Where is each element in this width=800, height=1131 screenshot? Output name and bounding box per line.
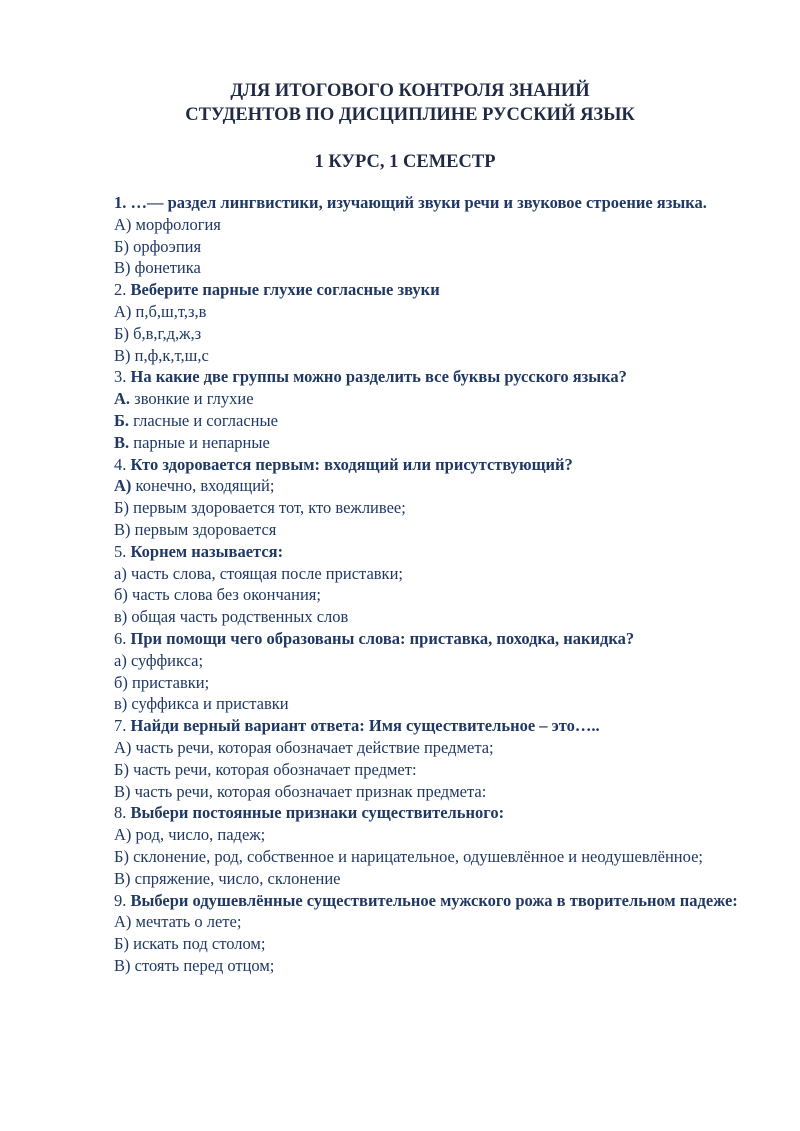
question-text [114,715,754,737]
option-text: часть слова без окончания; [127,585,321,605]
question-number: 5. [114,541,127,561]
question-6 [114,628,754,715]
answer-option [114,868,754,890]
option-label: Б) [114,759,129,779]
question-8 [114,802,754,889]
option-label: Б) [114,934,129,954]
answer-option [114,301,754,323]
option-text: первым здоровается тот, кто вежливее; [128,498,406,518]
course-semester-heading: 1 КУРС, 1 СЕМЕСТР [314,152,496,172]
option-label: В. [114,432,130,452]
option-label: В) [114,781,131,801]
question-prompt: При помощи чего образованы слова: приставка, походка, накидка? [126,628,635,648]
option-label: б) [114,672,128,692]
answer-option [114,214,754,236]
question-text [114,890,754,912]
option-label: А) [114,214,132,234]
option-text: б,в,г,д,ж,з [128,323,202,343]
question-text [114,366,754,388]
option-label: А) [114,476,132,496]
answer-option [114,323,754,345]
question-3 [114,366,754,453]
question-1 [114,192,754,279]
answer-option [114,388,754,410]
question-prompt: …— раздел лингвистики, изучающий звуки речи и звуковое строение языка. [126,193,707,212]
option-text: п,б,ш,т,з,в [131,301,207,321]
answer-option [114,584,754,606]
question-number: 1. [114,193,127,212]
answer-option [114,606,754,628]
question-text [114,541,754,563]
option-label: А) [114,301,132,321]
answer-option [114,650,754,672]
option-label: а) [114,650,127,670]
document-title-line-2: СТУДЕНТОВ ПО ДИСЦИПЛИНЕ РУССКИЙ ЯЗЫК [185,105,635,125]
option-label: Б. [114,410,130,430]
option-label: Б) [114,236,129,256]
question-text [114,192,754,214]
question-7 [114,715,754,802]
question-number: 9. [114,890,127,910]
question-4 [114,454,754,541]
option-text: парные и непарные [129,432,270,452]
answer-option [114,672,754,694]
question-text [114,628,754,650]
answer-option [114,432,754,454]
option-text: суффикса и приставки [127,694,289,714]
answer-option [114,955,754,977]
option-text: суффикса; [126,650,204,670]
option-text: конечно, входящий; [131,476,275,496]
option-text: фонетика [130,258,201,278]
answer-option [114,911,754,933]
option-label: А) [114,912,132,932]
question-5 [114,541,754,628]
option-text: морфология [131,214,221,234]
option-text: орфоэпия [128,236,202,256]
option-text: гласные и согласные [129,410,278,430]
question-number: 6. [114,628,127,648]
answer-option [114,693,754,715]
question-prompt: Кто здоровается первым: входящий или присутствующий? [126,454,573,474]
option-text: часть речи, которая обозначает предмет: [128,759,417,779]
option-label: В) [114,345,131,365]
question-prompt: На какие две группы можно разделить все буквы русского языка? [126,367,627,387]
answer-option [114,475,754,497]
option-label: А) [114,737,132,757]
option-text: спряжение, число, склонение [130,868,341,888]
document-title-line-1: ДЛЯ ИТОГОВОГО КОНТРОЛЯ ЗНАНИЙ [230,81,590,101]
option-text: часть речи, которая обозначает признак предмета: [130,781,487,801]
question-text [114,279,754,301]
option-text: приставки; [127,672,210,692]
question-number: 8. [114,803,127,823]
option-text: склонение, род, собственное и нарицательное, одушевлённое и неодушевлённое; [128,846,703,866]
question-text [114,802,754,824]
question-text [114,454,754,476]
answer-option [114,519,754,541]
question-9 [114,890,754,977]
answer-option [114,933,754,955]
option-label: Б) [114,498,129,518]
option-text: мечтать о лете; [131,912,242,932]
answer-option [114,345,754,367]
option-label: А. [114,389,131,409]
option-label: В) [114,519,131,539]
option-text: первым здоровается [130,519,277,539]
option-label: В) [114,258,131,278]
option-label: В) [114,868,131,888]
option-text: искать под столом; [128,934,266,954]
answer-option [114,563,754,585]
questions-list [114,192,754,977]
answer-option [114,824,754,846]
answer-option [114,781,754,803]
answer-option [114,257,754,279]
option-text: п,ф,к,т,ш,с [130,345,209,365]
option-text: стоять перед отцом; [130,955,275,975]
option-label: в) [114,607,128,627]
answer-option [114,737,754,759]
question-prompt: Выбери одушевлённые существительное мужского рожа в творительном падеже: [126,890,738,910]
option-label: а) [114,563,127,583]
option-label: А) [114,825,132,845]
question-prompt: Веберите парные глухие согласные звуки [126,280,440,300]
option-text: часть слова, стоящая после приставки; [126,563,403,583]
question-number: 4. [114,454,127,474]
question-number: 2. [114,280,127,300]
question-2 [114,279,754,366]
question-number: 7. [114,716,127,736]
question-number: 3. [114,367,127,387]
answer-option [114,759,754,781]
option-text: часть речи, которая обозначает действие предмета; [131,737,494,757]
option-label: В) [114,955,131,975]
option-label: Б) [114,323,129,343]
option-text: звонкие и глухие [130,389,254,409]
option-label: в) [114,694,128,714]
question-prompt: Найди верный вариант ответа: Имя существительное – это….. [126,716,600,736]
answer-option [114,846,754,868]
option-label: б) [114,585,128,605]
answer-option [114,497,754,519]
question-prompt: Корнем называется: [126,541,284,561]
question-prompt: Выбери постоянные признаки существительного: [126,803,505,823]
option-text: род, число, падеж; [131,825,266,845]
option-text: общая часть родственных слов [127,607,349,627]
option-label: Б) [114,846,129,866]
answer-option [114,410,754,432]
answer-option [114,236,754,258]
